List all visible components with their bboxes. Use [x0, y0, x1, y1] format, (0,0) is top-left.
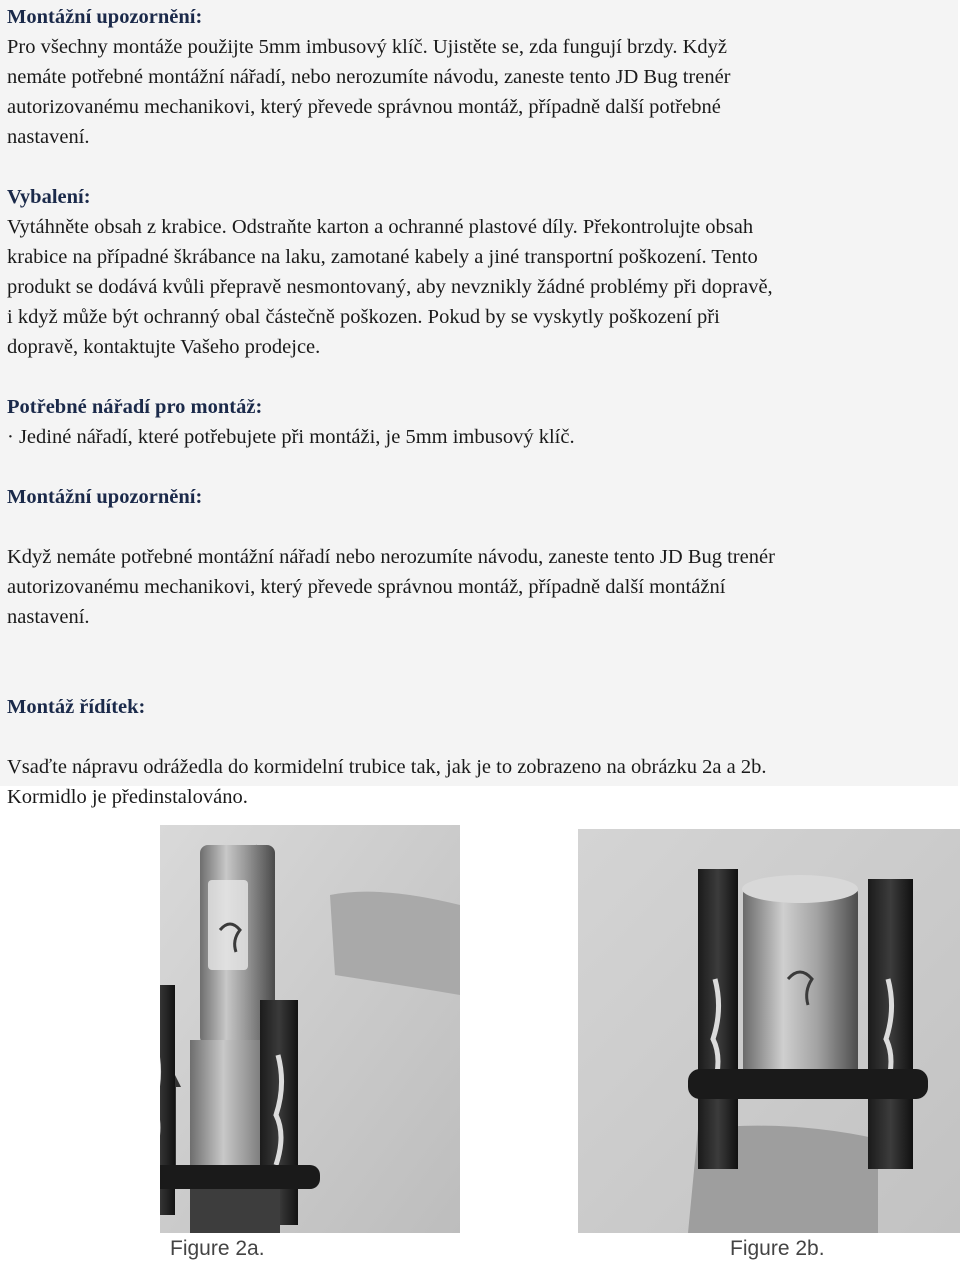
bullet-item: · Jediné nářadí, které potřebujete při montáži, je 5mm imbusový klíč. [7, 426, 575, 448]
paragraph-line: Vytáhněte obsah z krabice. Odstraňte karton a ochranné plastové díly. Překontrolujte obsah [7, 216, 754, 238]
figure-2b-photo [578, 829, 960, 1233]
paragraph-line: autorizovanému mechanikovi, který převede správnou montáž, případně další montážní [7, 576, 726, 598]
figure-2a-photo [160, 825, 460, 1233]
paragraph-line: produkt se dodává kvůli přepravě nesmontovaný, aby nevznikly žádné problémy při dopravě, [7, 276, 773, 298]
figure-2b-caption: Figure 2b. [730, 1237, 825, 1260]
paragraph-line: i když může být ochranný obal částečně poškozen. Pokud by se vyskytly poškození při [7, 306, 720, 328]
figures-area [160, 825, 960, 1271]
paragraph-line: krabice na případné škrábance na laku, zamotané kabely a jiné transportní poškození. Tento [7, 246, 758, 268]
paragraph-line: nastavení. [7, 606, 90, 628]
paragraph-line: Kormidlo je předinstalováno. [7, 786, 248, 808]
paragraph-line: nemáte potřebné montážní nářadí, nebo nerozumíte návodu, zaneste tento JD Bug trenér [7, 66, 731, 88]
paragraph-line: nastavení. [7, 126, 90, 148]
paragraph-line: autorizovanému mechanikovi, který převede správnou montáž, případně další potřebné [7, 96, 721, 118]
heading-montaz-riditek: Montáž řídítek: [7, 696, 146, 718]
paragraph-line: Vsaďte nápravu odrážedla do kormidelní trubice tak, jak je to zobrazeno na obrázku 2a a 2b. [7, 756, 767, 778]
heading-potrebne-naradi: Potřebné nářadí pro montáž: [7, 396, 263, 418]
figure-2a-caption: Figure 2a. [170, 1237, 265, 1260]
heading-montazni-upozorneni-2: Montážní upozornění: [7, 486, 203, 508]
paragraph-line: Pro všechny montáže použijte 5mm imbusový klíč. Ujistěte se, zda fungují brzdy. Když [7, 36, 728, 58]
heading-montazni-upozorneni: Montážní upozornění: [7, 6, 203, 28]
paragraph-line: dopravě, kontaktujte Vašeho prodejce. [7, 336, 321, 358]
paragraph-line: Když nemáte potřebné montážní nářadí nebo nerozumíte návodu, zaneste tento JD Bug trenér [7, 546, 775, 568]
heading-vybaleni: Vybalení: [7, 186, 91, 208]
